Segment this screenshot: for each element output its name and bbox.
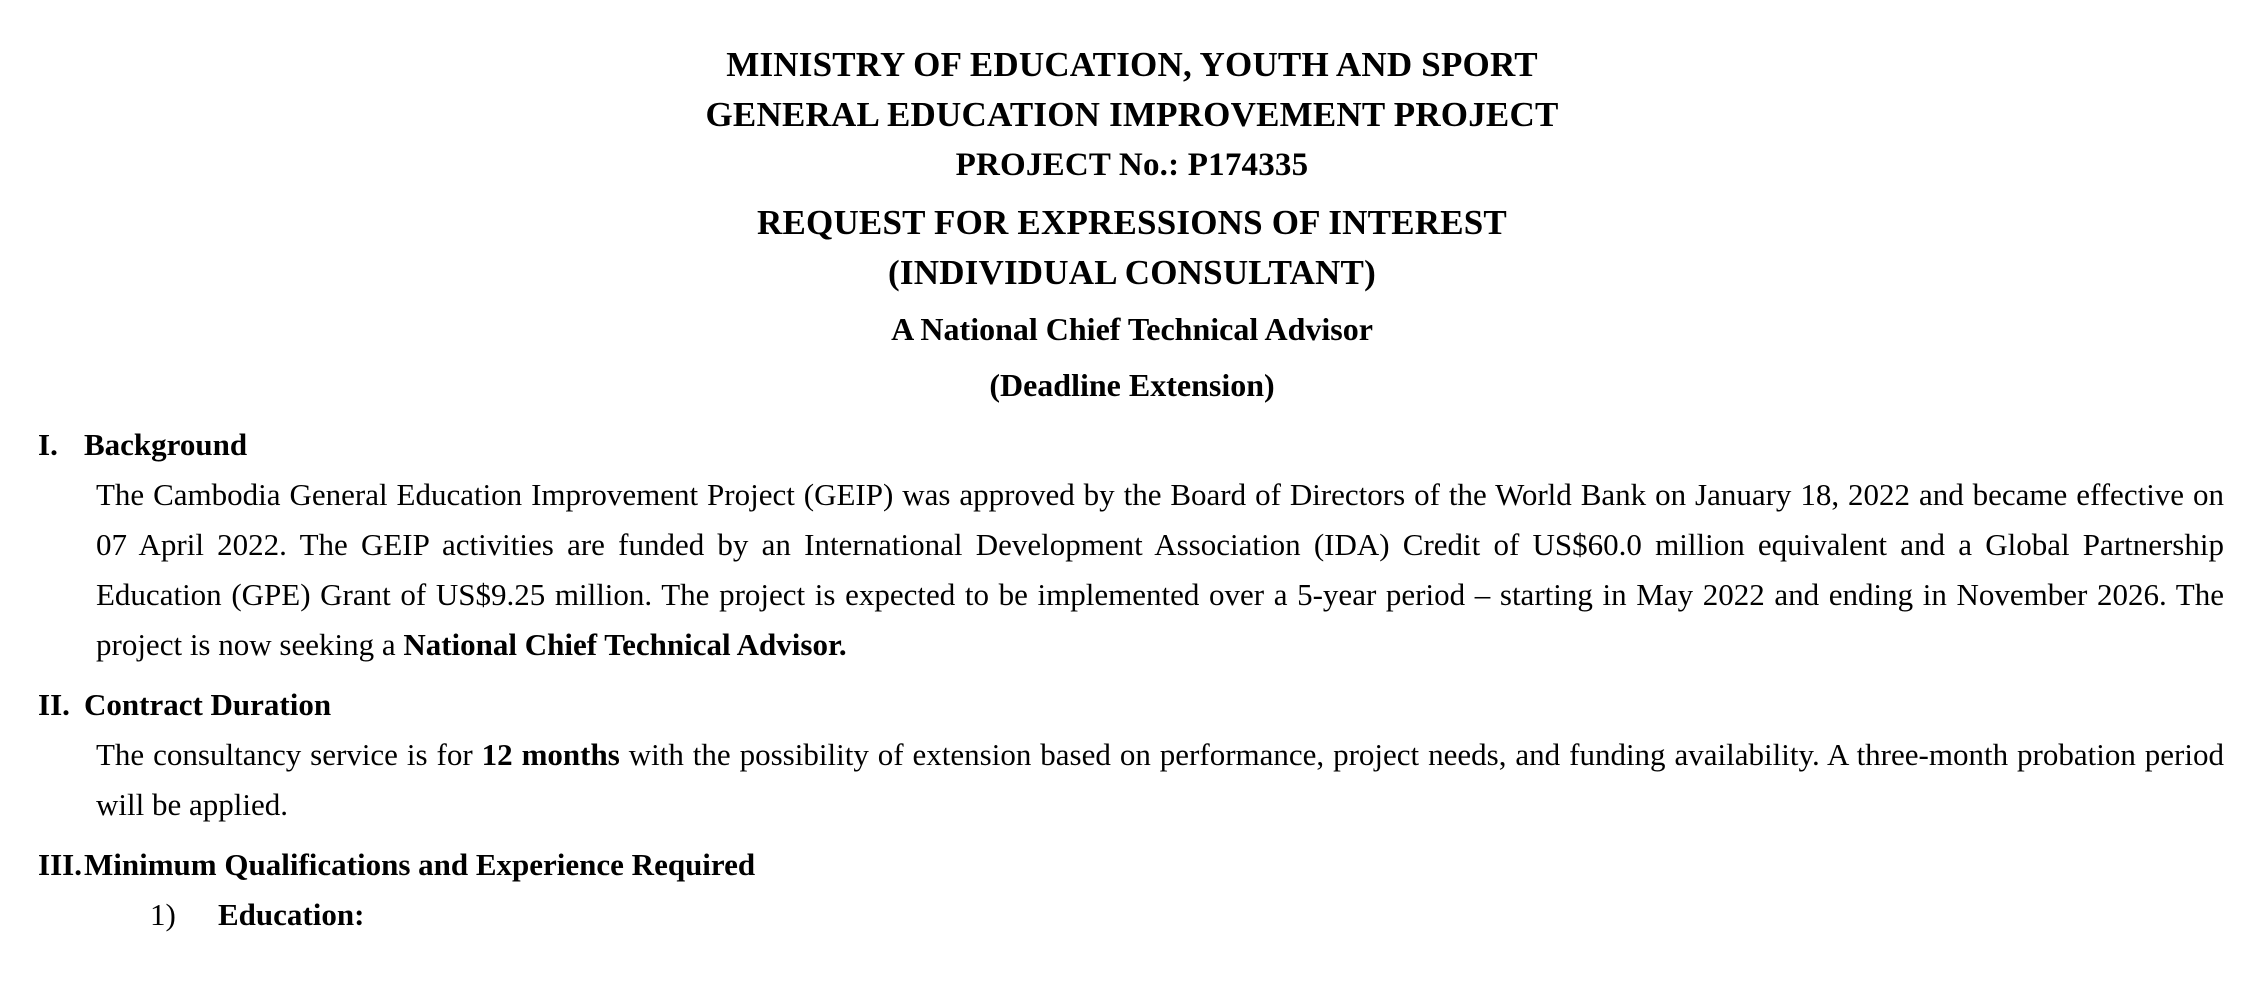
list-item-label: Education:: [218, 897, 365, 932]
section-contract-duration-body-post: with the possibility of extension based on performance, project needs, and funding availability. A three-month probation period will be applied.: [96, 737, 2224, 822]
section-background-title: Background: [84, 427, 248, 462]
section-background-body: [38, 470, 2226, 670]
section-contract-duration-body-pre: The consultancy service is for: [96, 737, 482, 772]
section-background-numeral: I.: [38, 427, 58, 462]
section-minimum-qualifications: [38, 840, 2226, 940]
section-background-heading: [38, 420, 2226, 470]
section-contract-duration-numeral: II.: [38, 687, 70, 722]
section-minimum-qualifications-heading: [38, 840, 2226, 890]
header-line-request: REQUEST FOR EXPRESSIONS OF INTEREST: [757, 203, 1507, 242]
document-header: [38, 40, 2226, 410]
section-contract-duration-heading: [38, 680, 2226, 730]
header-line-individual-consultant: (INDIVIDUAL CONSULTANT): [888, 253, 1376, 292]
section-background-body-text: The Cambodia General Education Improvement Project (GEIP) was approved by the Board of Directors of the World Bank on January 18, 2022 and became effective on 07 April 2022. The GEIP activities are funded by an International Development Association (IDA) Credit of US$60.0 million equivalent and a Global Partnership Education (GPE) Grant of US$9.25 million. The project is expected to be implemented over a 5-year period – starting in May 2022 and ending in November 2026. The project is now seeking a: [96, 477, 2224, 662]
section-contract-duration-body-emphasis: 12 months: [481, 737, 620, 772]
section-minimum-qualifications-numeral: III.: [38, 847, 82, 882]
header-line-project-number: PROJECT No.: P174335: [955, 147, 1309, 183]
section-background-body-emphasis: National Chief Technical Advisor.: [403, 627, 847, 662]
list-item: [38, 890, 2226, 940]
header-subtitle-position: A National Chief Technical Advisor: [891, 311, 1373, 347]
section-background: [38, 420, 2226, 670]
section-minimum-qualifications-title: Minimum Qualifications and Experience Required: [84, 847, 756, 882]
section-contract-duration-body: [38, 730, 2226, 830]
list-item-number: 1): [150, 897, 176, 932]
header-line-ministry: MINISTRY OF EDUCATION, YOUTH AND SPORT: [726, 45, 1538, 84]
section-contract-duration-title: Contract Duration: [84, 687, 332, 722]
section-contract-duration: [38, 680, 2226, 830]
header-subtitle-deadline: (Deadline Extension): [989, 367, 1275, 403]
header-line-project: GENERAL EDUCATION IMPROVEMENT PROJECT: [705, 95, 1559, 134]
